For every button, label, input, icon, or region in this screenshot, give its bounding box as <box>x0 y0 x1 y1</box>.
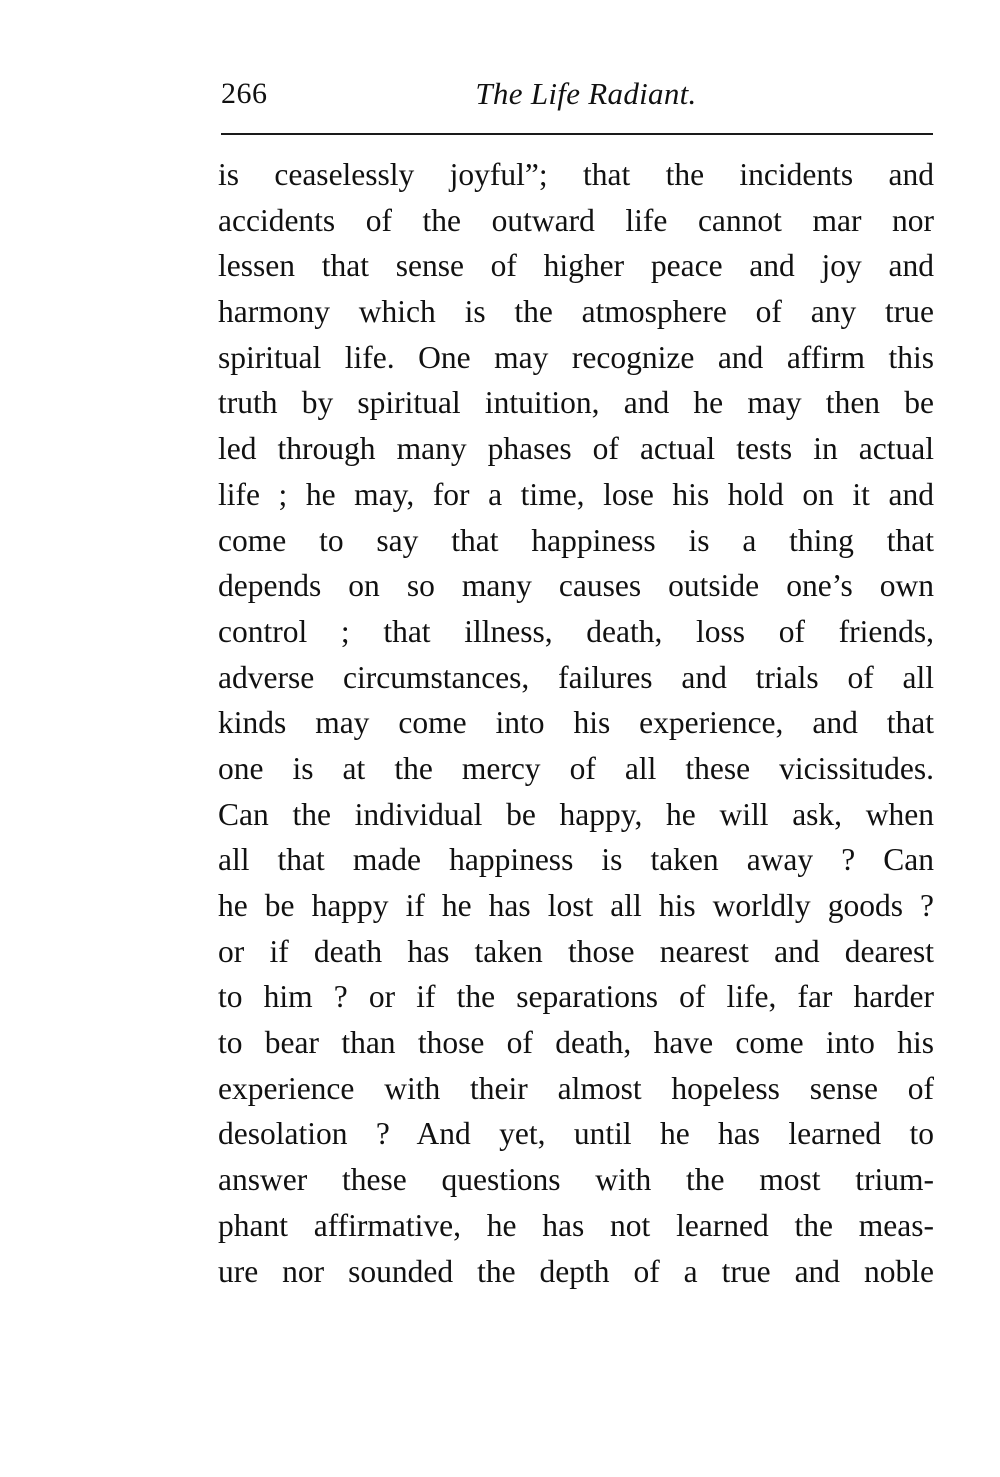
text-line: lessen that sense of higher peace and joy and <box>218 248 934 284</box>
text-line: come to say that happiness is a thing that <box>218 522 934 558</box>
text-line: ure nor sounded the depth of a true and noble <box>218 1253 934 1289</box>
text-line: one is at the mercy of all these vicissitudes. <box>218 750 934 786</box>
body-text <box>218 152 934 1294</box>
text-line: Can the individual be happy, he will ask, when <box>218 796 934 832</box>
text-line: desolation ? And yet, until he has learned to <box>218 1116 934 1152</box>
text-line: control ; that illness, death, loss of friends, <box>218 613 934 649</box>
text-line: led through many phases of actual tests in actual <box>218 431 934 467</box>
text-line: kinds may come into his experience, and that <box>218 705 934 741</box>
text-line: to him ? or if the separations of life, far harder <box>218 979 934 1015</box>
text-line: all that made happiness is taken away ? Can <box>218 842 934 878</box>
text-line: is ceaselessly joyful”; that the incidents and <box>218 157 934 192</box>
text-line: experience with their almost hopeless sense of <box>218 1070 934 1106</box>
text-line: to bear than those of death, have come into his <box>218 1025 934 1061</box>
text-line: adverse circumstances, failures and trials of all <box>218 659 934 695</box>
text-line: or if death has taken those nearest and dearest <box>218 933 934 969</box>
text-line: accidents of the outward life cannot mar nor <box>218 202 934 238</box>
running-head <box>221 70 933 118</box>
text-line: answer these questions with the most trium- <box>218 1162 934 1198</box>
page-number: 266 <box>221 77 268 110</box>
text-line: harmony which is the atmosphere of any true <box>218 294 934 330</box>
text-line: phant affirmative, he has not learned the meas- <box>218 1207 934 1243</box>
running-title: The Life Radiant. <box>475 76 697 111</box>
text-line: truth by spiritual intuition, and he may then be <box>218 385 934 421</box>
text-line: life ; he may, for a time, lose his hold on it and <box>218 476 934 512</box>
header-rule <box>221 133 933 135</box>
text-line: he be happy if he has lost all his worldly goods ? <box>218 888 934 923</box>
text-line: depends on so many causes outside one’s own <box>218 568 934 604</box>
text-line: spiritual life. One may recognize and affirm this <box>218 339 934 375</box>
